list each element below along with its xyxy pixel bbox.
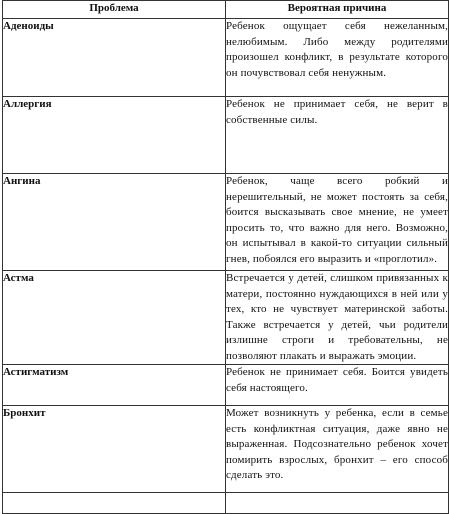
table-row <box>3 97 449 174</box>
table-row <box>3 406 449 493</box>
problem-cell: Аллергия <box>3 97 226 174</box>
header-problem: Проблема <box>3 1 226 19</box>
table-row <box>3 19 449 97</box>
problem-cell: Бронхит <box>3 406 226 493</box>
cause-cell: Ребенок не принимает себя. Боится увидеть себя настоящего. <box>226 365 449 406</box>
problem-cell: Астма <box>3 271 226 365</box>
problem-cell <box>3 493 226 514</box>
table-row <box>3 174 449 271</box>
cause-cell: Ребенок не принимает себя, не верит в собственные силы. <box>226 97 449 174</box>
cause-cell: Ребенок ощущает себя нежеланным, нелюбимым. Либо между родителями произошел конфликт, в результате которого он почувствовал себя ненужным. <box>226 19 449 97</box>
cause-cell <box>226 493 449 514</box>
cause-cell: Может возникнуть у ребенка, если в семье есть конфликтная ситуация, даже явно не выраженная. Подсознательно ребенок хочет помирить взрослых, бронхит – его способ сделать это. <box>226 406 449 493</box>
table-row <box>3 493 449 514</box>
table-row <box>3 271 449 365</box>
problem-cell: Ангина <box>3 174 226 271</box>
causes-table <box>2 0 449 514</box>
problem-cell: Аденоиды <box>3 19 226 97</box>
table-row <box>3 365 449 406</box>
header-cause: Вероятная причина <box>226 1 449 19</box>
cause-cell: Ребенок, чаще всего робкий и нерешительный, не может постоять за себя, боится высказывать свое мнение, не умеет просить то, что важно для него. Возможно, он испытывал в какой-то ситуации сильный гнев, побоялся его выразить и «проглотил». <box>226 174 449 271</box>
problem-cell: Астигматизм <box>3 365 226 406</box>
header-row <box>3 1 449 19</box>
cause-cell: Встречается у детей, слишком привязанных к матери, постоянно нуждающихся в ней или у тех, кто не чувствует материнской заботы. Также встречается у детей, чьи родители излишне строги и требовательны, не позволяют плакать и выражать эмоции. <box>226 271 449 365</box>
